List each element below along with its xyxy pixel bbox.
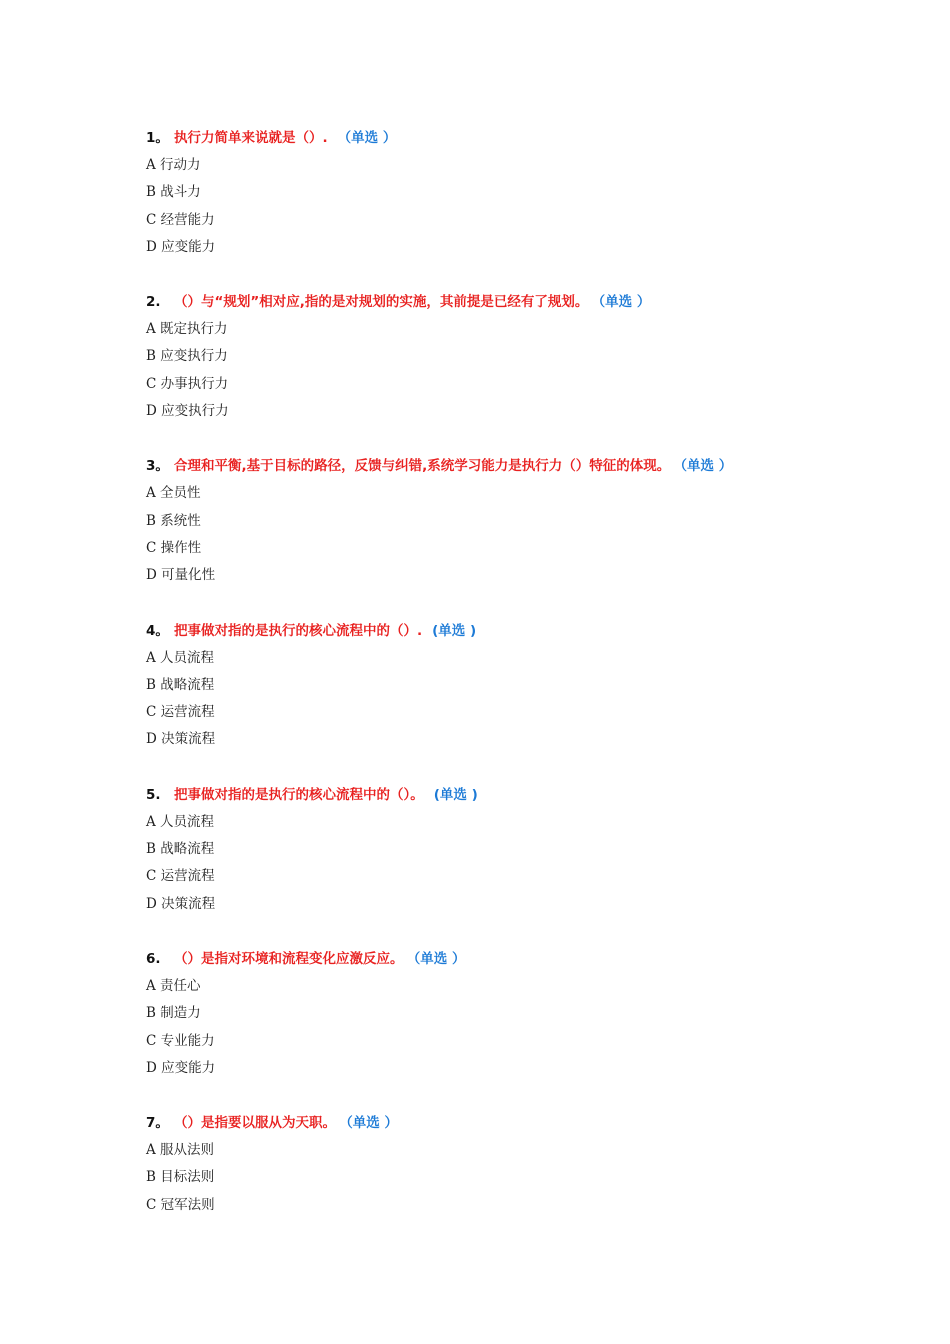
option-d: D 决策流程	[146, 731, 216, 748]
question-4	[146, 621, 906, 757]
question-stem	[146, 785, 906, 812]
option-a: A 人员流程	[146, 813, 215, 830]
option-c: C 经营能力	[146, 211, 215, 228]
question-2	[146, 292, 906, 428]
option-b: B 战略流程	[146, 841, 215, 858]
option-c: C 冠军法则	[146, 1196, 215, 1213]
question-type: （单选 ）	[680, 458, 733, 475]
question-7	[146, 1113, 906, 1222]
option-a: A 全员性	[146, 485, 201, 502]
option-b: B 目标法则	[146, 1169, 215, 1186]
option-c: C 专业能力	[146, 1032, 215, 1049]
question-1	[146, 128, 906, 264]
question-type: （单选 ）	[346, 1115, 398, 1132]
question-5	[146, 785, 906, 921]
question-text: 执行力简单来说就是（）.	[174, 130, 328, 146]
question-stem	[146, 1113, 906, 1140]
option-c: C 操作性	[146, 539, 202, 556]
option-a: A 既定执行力	[146, 321, 228, 338]
option-c: C 运营流程	[146, 868, 215, 885]
question-number: 7。	[146, 1115, 169, 1132]
question-type: （单选 ）	[598, 294, 651, 311]
option-a: A 服从法则	[146, 1142, 215, 1159]
option-b: B 应变执行力	[146, 348, 228, 365]
question-type: （单选 ）	[337, 130, 397, 146]
question-text: 把事做对指的是执行的核心流程中的（）.	[174, 622, 423, 639]
question-stem	[146, 128, 906, 155]
question-stem	[146, 456, 906, 483]
option-d: D 应变执行力	[146, 403, 229, 420]
option-b: B 制造力	[146, 1005, 201, 1022]
option-c: C 办事执行力	[146, 375, 229, 392]
question-text: 把事做对指的是执行的核心流程中的（）。	[174, 786, 424, 803]
option-a: A 人员流程	[146, 649, 215, 666]
question-number: 5.	[146, 786, 161, 803]
question-number: 2.	[146, 294, 161, 311]
question-3	[146, 456, 906, 592]
option-d: D 应变能力	[146, 1059, 216, 1076]
option-c: C 运营流程	[146, 704, 215, 721]
question-text: （）是指要以服从为天职。	[174, 1115, 336, 1132]
question-stem	[146, 621, 906, 648]
question-text: 合理和平衡,基于目标的路径，反馈与纠错,系统学习能力是执行力（）特征的体现。	[174, 458, 671, 475]
option-a: A 责任心	[146, 977, 201, 994]
question-stem	[146, 949, 906, 976]
question-type: (单选 )	[433, 786, 478, 803]
question-stem	[146, 292, 906, 319]
option-b: B 战斗力	[146, 184, 201, 201]
option-a: A 行动力	[146, 157, 201, 173]
option-b: B 系统性	[146, 512, 201, 529]
option-b: B 战略流程	[146, 676, 215, 693]
question-number: 4。	[146, 622, 169, 639]
question-list	[146, 128, 906, 1250]
question-number: 6.	[146, 950, 161, 967]
question-6	[146, 949, 906, 1085]
question-type: （单选 ）	[413, 950, 466, 967]
option-d: D 可量化性	[146, 567, 216, 584]
question-number: 1。	[146, 130, 169, 146]
question-type: (单选 )	[432, 622, 477, 639]
question-text: （）与“规划”相对应,指的是对规划的实施，其前提是已经有了规划。	[174, 294, 589, 311]
option-d: D 决策流程	[146, 895, 216, 912]
option-d: D 应变能力	[146, 238, 216, 255]
question-number: 3。	[146, 458, 169, 475]
question-text: （）是指对环境和流程变化应激反应。	[174, 950, 404, 967]
